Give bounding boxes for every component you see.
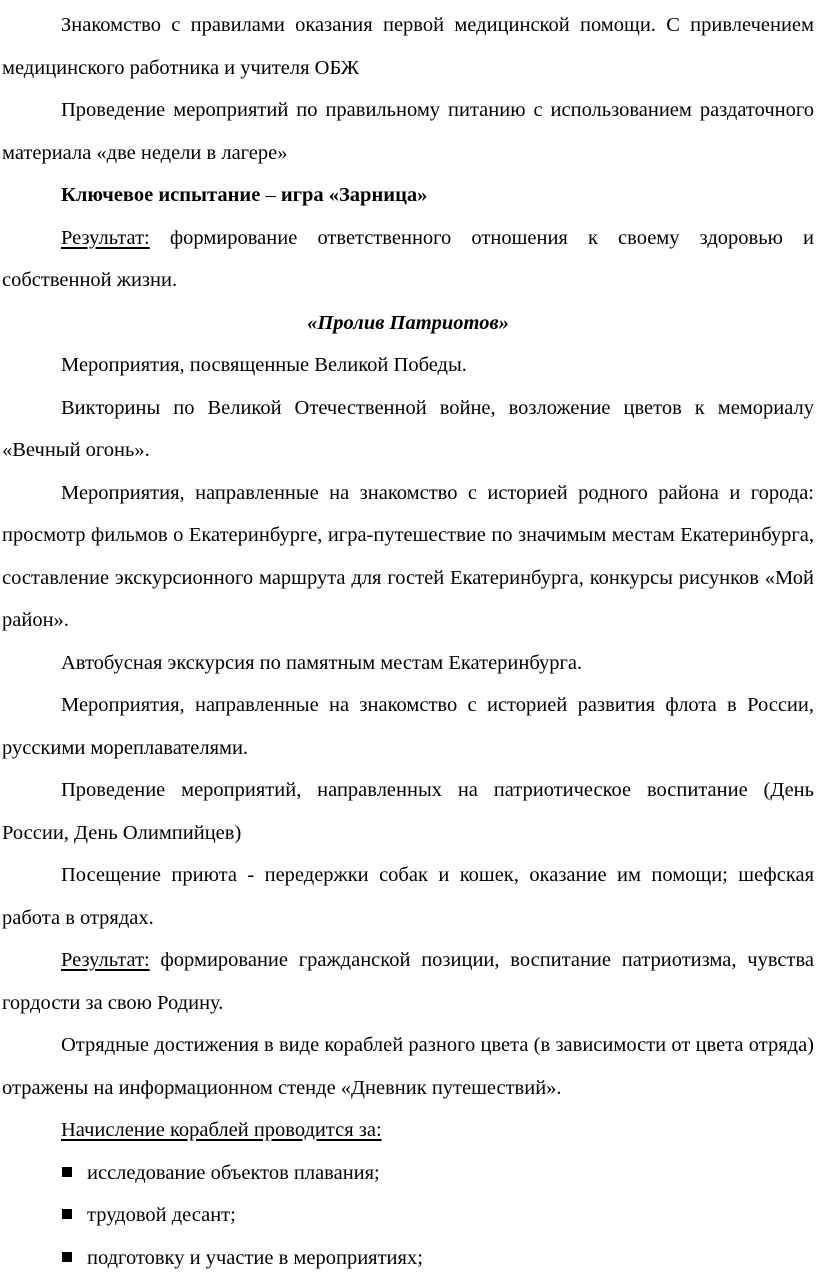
list-item-text: подготовку и участие в мероприятиях; — [87, 1247, 423, 1269]
key-test-dash: – — [260, 184, 281, 206]
ship-criteria-heading: Начисление кораблей проводится за: — [61, 1119, 382, 1141]
paragraph-key-test — [2, 174, 814, 217]
paragraph-victory-events: Мероприятия, посвященные Великой Победы. — [2, 344, 814, 387]
bullet-square-icon — [62, 1167, 72, 1177]
section-heading-text: «Пролив Патриотов» — [307, 312, 509, 334]
bullet-square-icon — [62, 1209, 72, 1219]
criteria-list — [2, 1152, 814, 1279]
paragraph-bus-tour: Автобусная экскурсия по памятным местам Екатеринбурга. — [2, 642, 814, 685]
list-item — [2, 1194, 814, 1237]
result-text: формирование ответственного отношения к своему здоровью и собственной жизни. — [2, 227, 814, 292]
section-heading — [2, 302, 814, 345]
paragraph-result-health — [2, 217, 814, 302]
paragraph-result-civic — [2, 939, 814, 1024]
list-item-text: исследование объектов плавания; — [87, 1162, 380, 1184]
paragraph-quizzes: Викторины по Великой Отечественной войне, возложение цветов к мемориалу «Вечный огонь». — [2, 387, 814, 472]
bullet-square-icon — [62, 1252, 72, 1262]
paragraph-patriotic-events: Проведение мероприятий, направленных на патриотическое воспитание (День России, День Олимпийцев) — [2, 769, 814, 854]
paragraph-nutrition: Проведение мероприятий по правильному питанию с использованием раздаточного материала «две недели в лагере» — [2, 89, 814, 174]
paragraph-fleet-history: Мероприятия, направленные на знакомство с историей развития флота в России, русскими мореплавателями. — [2, 684, 814, 769]
key-test-game: игра «Зарница» — [281, 184, 428, 206]
list-item-text: трудовой десант; — [87, 1204, 236, 1226]
list-item — [2, 1152, 814, 1195]
paragraph-ship-criteria — [2, 1109, 814, 1152]
key-test-label: Ключевое испытание — [61, 184, 260, 206]
result-label: Результат: — [61, 949, 150, 971]
result-text: формирование гражданской позиции, воспитание патриотизма, чувства гордости за свою Родину. — [2, 949, 814, 1014]
result-label: Результат: — [61, 227, 150, 249]
paragraph-local-history: Мероприятия, направленные на знакомство с историей родного района и города: просмотр фильмов о Екатеринбурге, игра-путешествие по значимым местам Екатеринбурга, составление экскурсионного маршрута для гостей Екатеринбурга, конкурсы рисунков «Мой район». — [2, 472, 814, 642]
paragraph-first-aid: Знакомство с правилами оказания первой медицинской помощи. С привлечением медицинского работника и учителя ОБЖ — [2, 4, 814, 89]
list-item — [2, 1237, 814, 1279]
paragraph-ship-achievements: Отрядные достижения в виде кораблей разного цвета (в зависимости от цвета отряда) отражены на информационном стенде «Дневник путешествий». — [2, 1024, 814, 1109]
paragraph-shelter-visit: Посещение приюта - передержки собак и кошек, оказание им помощи; шефская работа в отрядах. — [2, 854, 814, 939]
